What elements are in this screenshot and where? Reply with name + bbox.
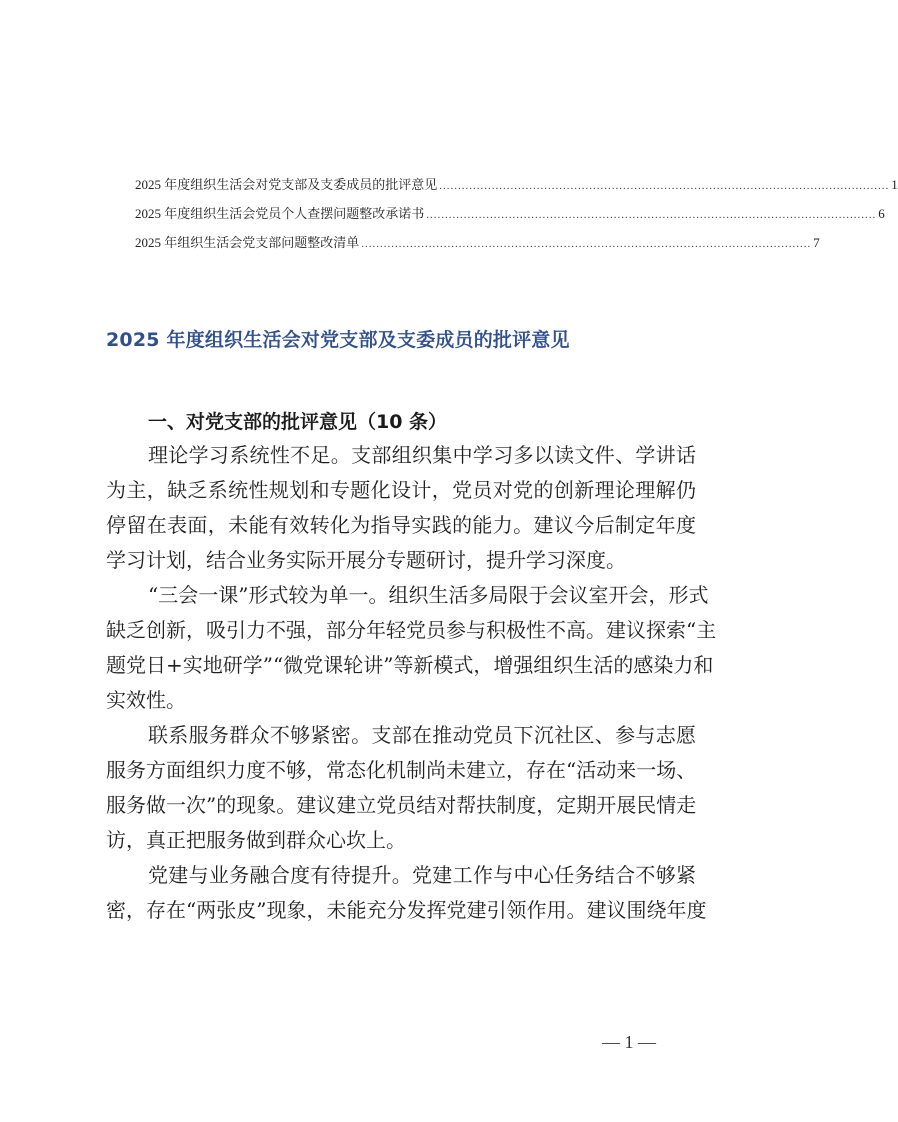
document-body	[106, 438, 717, 928]
toc-entry-title: 2025 年度组织生活会对党支部及支委成员的批评意见	[135, 177, 438, 192]
toc-leader-dots: ........................................................................................................................	[426, 209, 877, 221]
paragraph-line: 访，真正把服务做到群众心坎上。	[106, 828, 406, 852]
toc-entry[interactable]	[135, 174, 898, 203]
paragraph-line: 为主，缺乏系统性规划和专题化设计，党员对党的创新理论理解仍	[106, 478, 696, 502]
document-title: 2025 年度组织生活会对党支部及支委成员的批评意见	[106, 329, 570, 351]
table-of-contents	[135, 174, 898, 261]
paragraph-line: 党建与业务融合度有待提升。党建工作与中心任务结合不够紧	[148, 863, 696, 887]
paragraph-line: 联系服务群众不够紧密。支部在推动党员下沉社区、参与志愿	[148, 723, 696, 747]
paragraph-line: “三会一课”形式较为单一。组织生活多局限于会议室开会，形式	[148, 583, 709, 607]
paragraph-line: 学习计划，结合业务实际开展分专题研讨，提升学习深度。	[106, 548, 626, 572]
paragraph	[106, 578, 717, 718]
paragraph-line: 停留在表面，未能有效转化为指导实践的能力。建议今后制定年度	[106, 513, 696, 537]
toc-entry[interactable]	[135, 203, 885, 232]
paragraph	[106, 858, 707, 928]
toc-leader-dots: ........................................................................................................................	[361, 238, 812, 250]
paragraph	[106, 718, 696, 858]
toc-entry[interactable]	[135, 232, 820, 261]
paragraph-line: 密，存在“两张皮”现象，未能充分发挥党建引领作用。建议围绕年度	[106, 898, 707, 922]
toc-leader-dots: ........................................................................................................................	[439, 180, 890, 192]
toc-entry-title: 2025 年度组织生活会党员个人查摆问题整改承诺书	[135, 206, 425, 221]
toc-entry-page: 1	[891, 177, 898, 192]
paragraph-line: 实效性。	[106, 688, 186, 712]
paragraph-line: 服务方面组织力度不够，常态化机制尚未建立，存在“活动来一场、	[106, 758, 697, 782]
paragraph-line: 题党日+实地研学”“微党课轮讲”等新模式，增强组织生活的感染力和	[106, 653, 714, 677]
paragraph-line: 服务做一次”的现象。建议建立党员结对帮扶制度，定期开展民情走	[106, 793, 697, 817]
paragraph-line: 缺乏创新，吸引力不强，部分年轻党员参与积极性不高。建议探索“主	[106, 618, 717, 642]
toc-entry-page: 7	[813, 235, 820, 250]
page-number: — 1 —	[602, 1032, 656, 1052]
paragraph	[106, 438, 696, 578]
paragraph-line: 理论学习系统性不足。支部组织集中学习多以读文件、学讲话	[148, 443, 696, 467]
toc-entry-title: 2025 年组织生活会党支部问题整改清单	[135, 235, 360, 250]
toc-entry-page: 6	[878, 206, 885, 221]
section-heading: 一、对党支部的批评意见（10 条）	[148, 411, 448, 433]
